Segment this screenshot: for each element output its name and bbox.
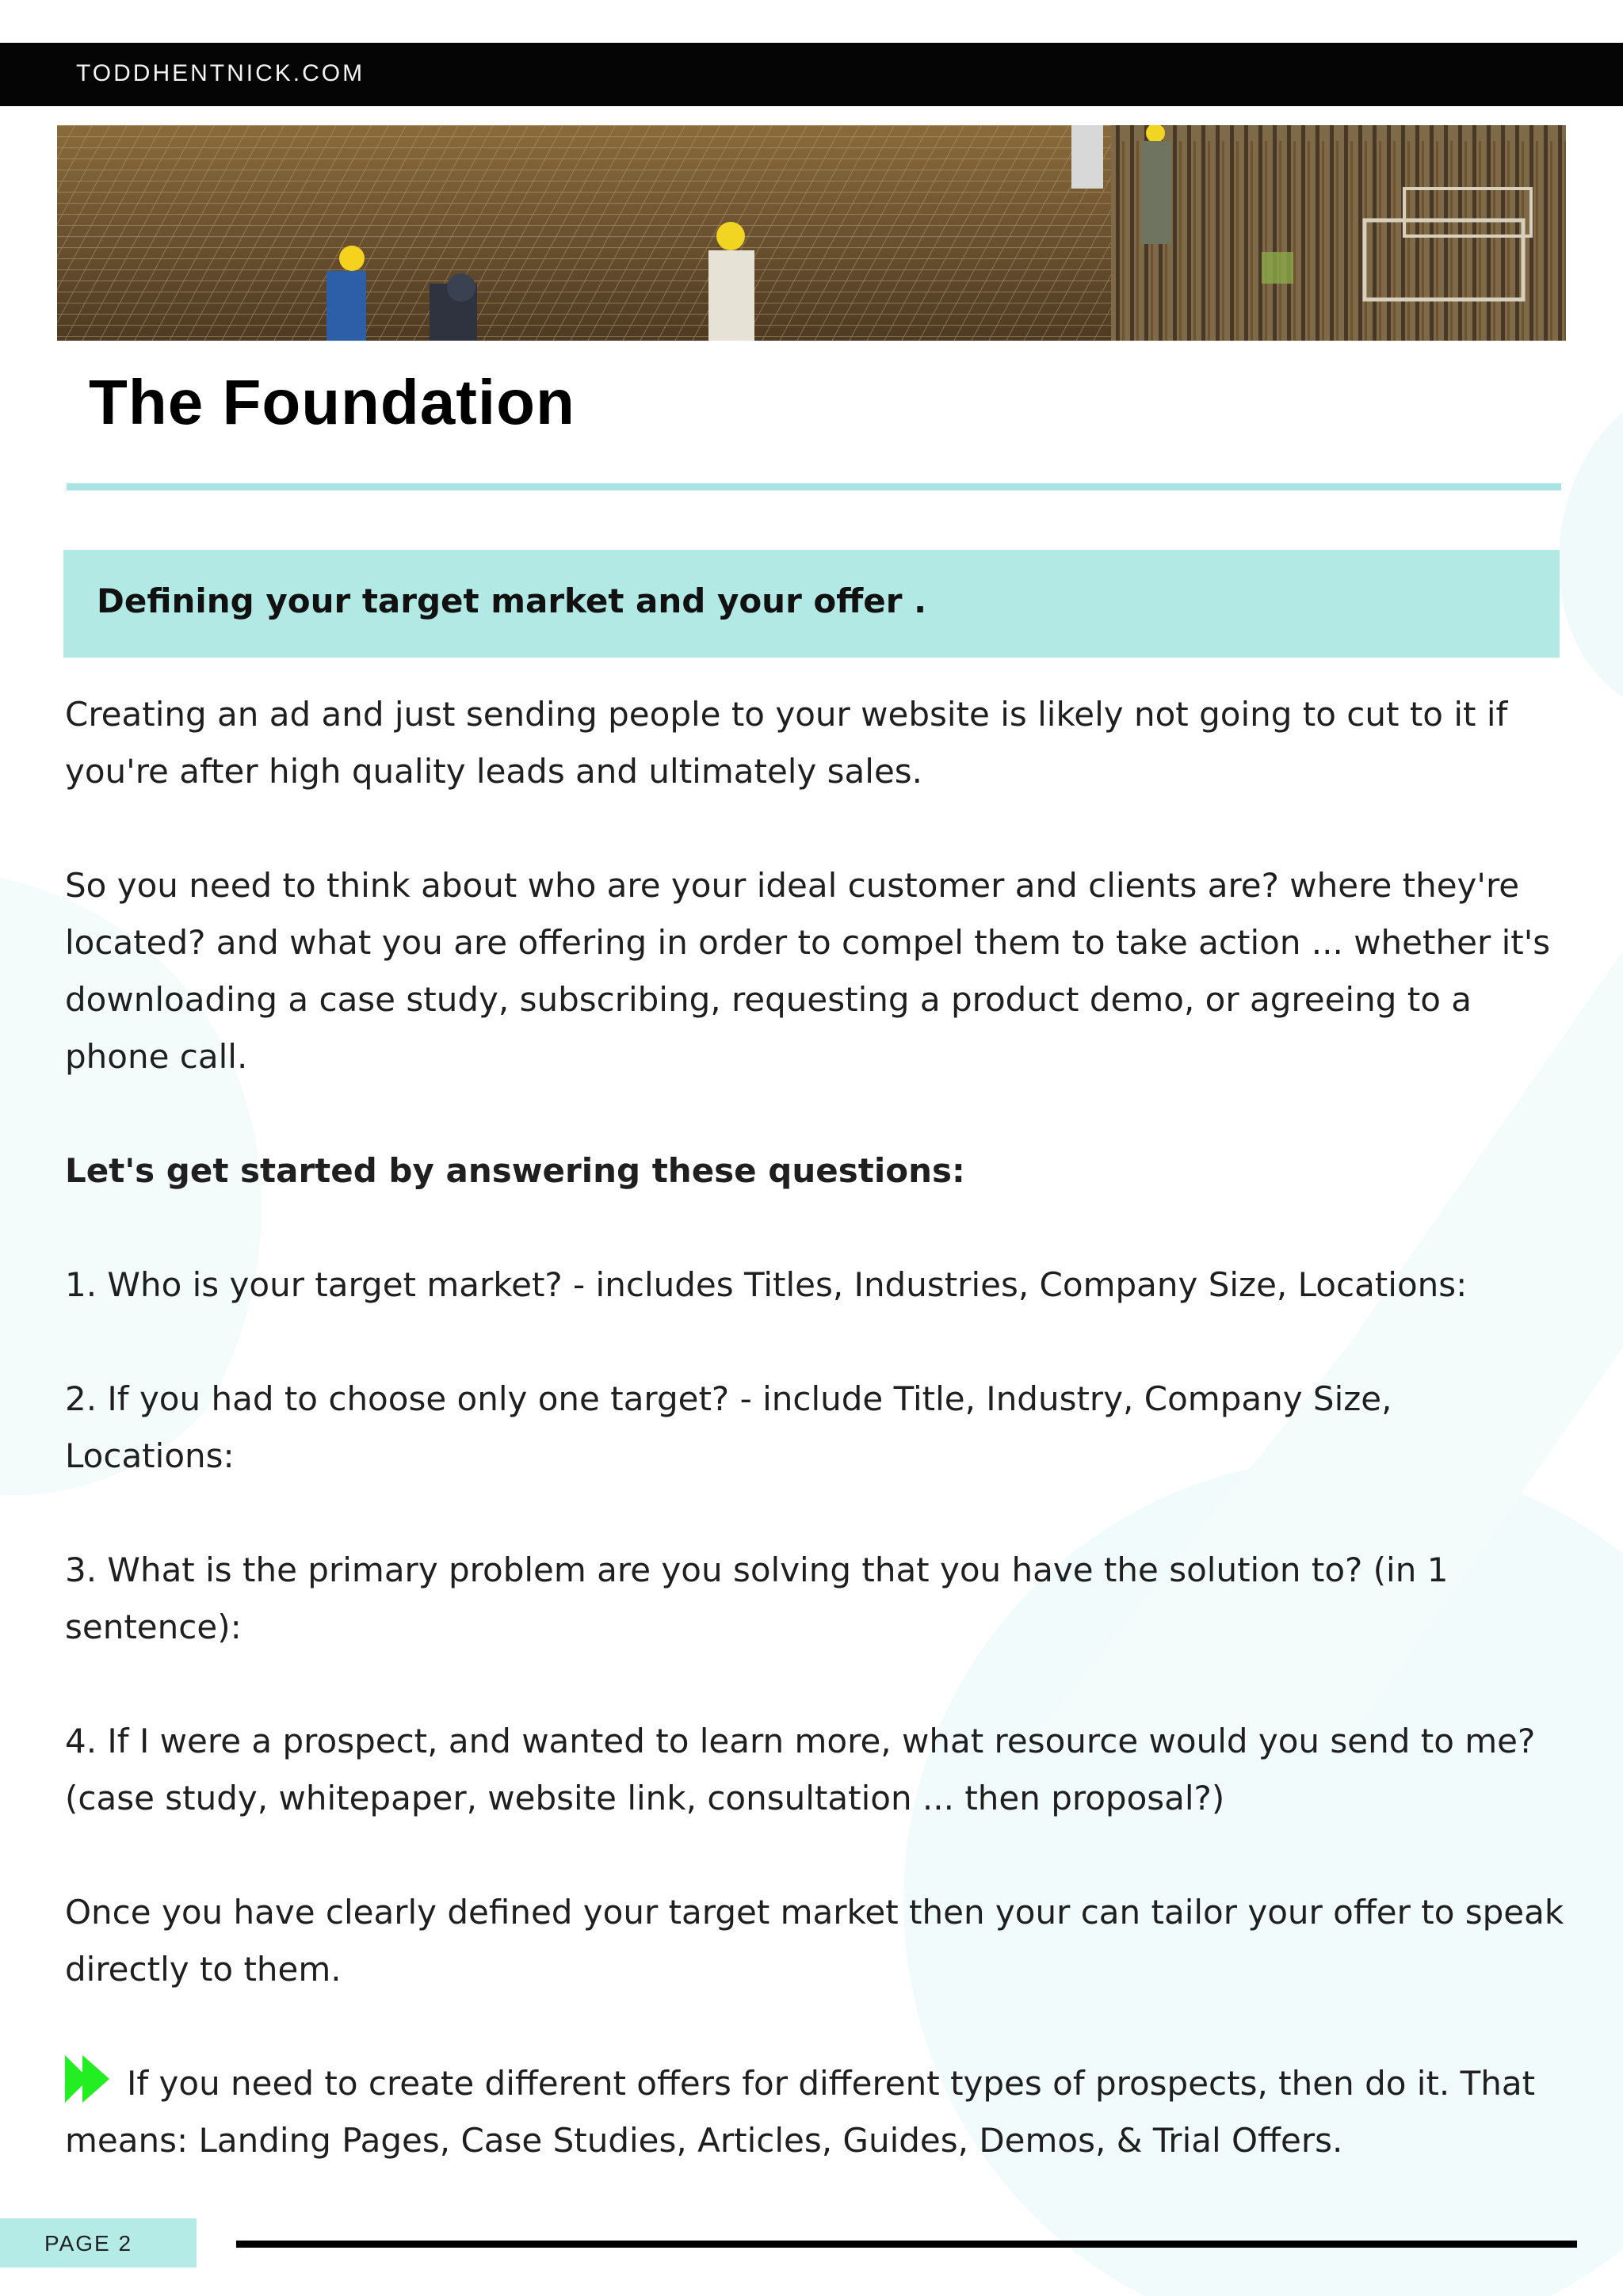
question-3: 3. What is the primary problem are you solving that you have the solution to? (in 1 sentence): (65, 1550, 1449, 1646)
construction-site-photo (57, 125, 1566, 341)
hero-image (57, 125, 1566, 341)
tip-paragraph (65, 2055, 1571, 2169)
body-text (65, 686, 1571, 2169)
tailor-paragraph: Once you have clearly defined your target market then your can tailor your offer to speak directly to them. (65, 1893, 1564, 1989)
top-bar (0, 43, 1623, 106)
question-1: 1. Who is your target market? - includes Titles, Industries, Company Size, Locations: (65, 1265, 1468, 1304)
section-heading: Defining your target market and your offer . (97, 582, 927, 620)
intro-paragraph: Creating an ad and just sending people to your website is likely not going to cut to it if you're after high quality leads and ultimately sales. (65, 695, 1508, 791)
title-divider (67, 483, 1561, 490)
page-title: The Foundation (89, 367, 575, 437)
site-name: TODDHENTNICK.COM (76, 60, 365, 86)
questions-lead: Let's get started by answering these questions: (65, 1151, 965, 1190)
section-callout (63, 550, 1560, 658)
tip-text: If you need to create different offers for different types of prospects, then do it. That means: Landing Pages, Case Studies, Articles, Guides, Demos, & Trial Offers. (65, 2064, 1536, 2160)
question-2: 2. If you had to choose only one target? - include Title, Industry, Company Size, Locations: (65, 1379, 1392, 1475)
think-paragraph: So you need to think about who are your ideal customer and clients are? where they're located? and what you are offering in order to compel them to take action ... whether it's downloading a case study, subscribing, requesting a product demo, or agreeing to a phone call. (65, 866, 1551, 1076)
play-arrow-icon (65, 2055, 116, 2103)
page-number: PAGE 2 (44, 2231, 133, 2256)
page-number-tab (0, 2218, 197, 2267)
question-4: 4. If I were a prospect, and wanted to learn more, what resource would you send to me? (case study, whitepaper, website link, consultation ... then proposal?) (65, 1722, 1536, 1817)
footer-divider (236, 2241, 1577, 2248)
